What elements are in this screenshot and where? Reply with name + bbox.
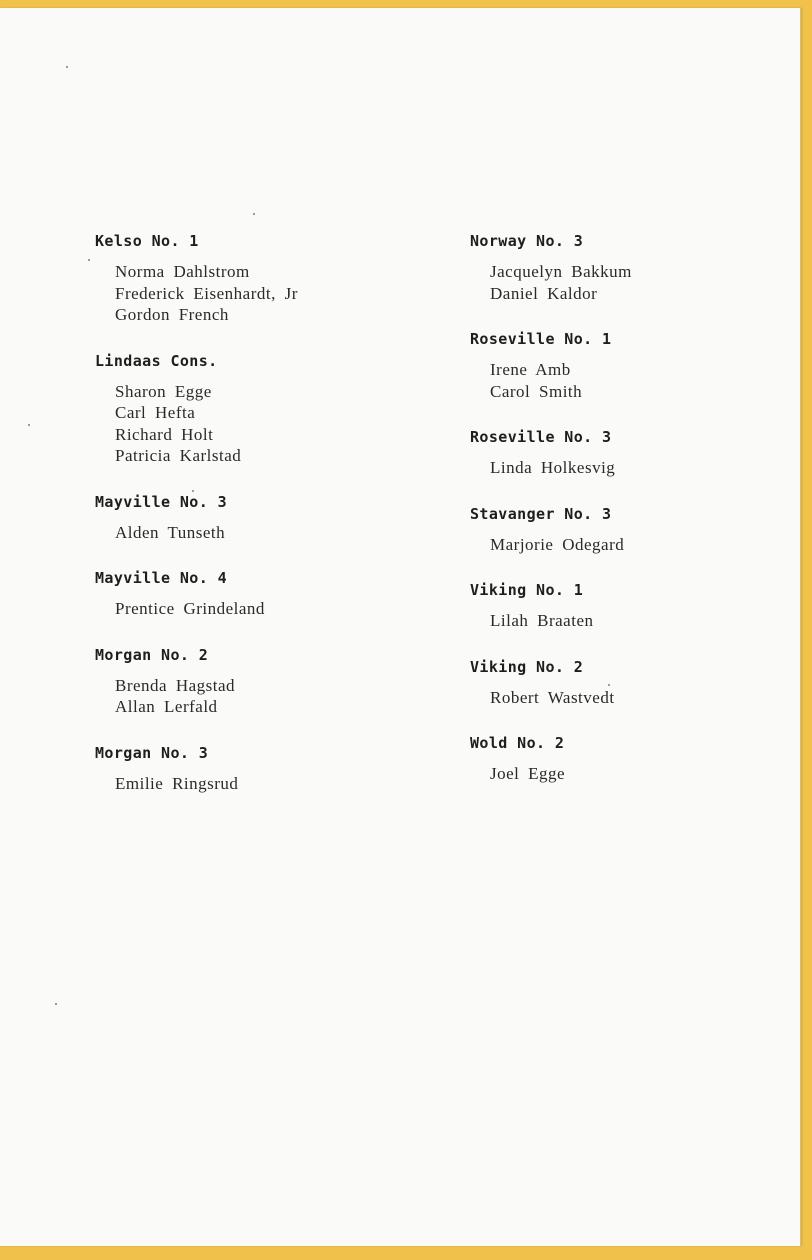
- student-name: Carol Smith: [490, 381, 583, 401]
- ink-speck: [253, 213, 255, 215]
- student-name: Prentice Grindeland: [115, 599, 265, 618]
- school-heading: Roseville No. 3: [470, 428, 612, 446]
- student-name: Frederick Eisenhardt, Jr: [115, 283, 298, 303]
- school-heading: Morgan No. 3: [95, 743, 209, 762]
- student-name: Robert Wastvedt: [490, 687, 615, 707]
- name-list: [95, 675, 298, 718]
- student-name: Gordon French: [115, 305, 229, 324]
- name-list: [470, 534, 632, 556]
- student-name: Irene Amb: [490, 360, 571, 379]
- student-name: Emilie Ringsrud: [115, 773, 239, 793]
- school-heading: Mayville No. 3: [95, 492, 228, 511]
- name-list: [470, 261, 632, 304]
- name-list: [470, 359, 632, 402]
- name-list: [470, 763, 632, 785]
- school-group: [95, 491, 298, 544]
- student-name: Daniel Kaldor: [490, 283, 598, 303]
- name-list: [470, 457, 632, 479]
- school-heading: Viking No. 1: [470, 581, 584, 599]
- school-heading: Roseville No. 1: [470, 330, 612, 348]
- school-group: [95, 644, 298, 718]
- student-name: Jacquelyn Bakkum: [490, 262, 632, 281]
- school-group: [470, 230, 632, 304]
- school-group: [470, 328, 632, 402]
- name-list: [95, 381, 298, 467]
- school-group: [95, 230, 298, 326]
- school-heading: Wold No. 2: [470, 734, 565, 752]
- student-name: Alden Tunseth: [115, 522, 226, 542]
- student-name: Carl Hefta: [115, 403, 196, 422]
- ink-speck: [88, 259, 90, 261]
- name-list: [95, 261, 298, 326]
- school-group: [95, 567, 298, 620]
- student-name: Allan Lerfald: [115, 697, 218, 716]
- school-heading: Kelso No. 1: [95, 232, 199, 250]
- school-group: [470, 732, 632, 785]
- school-heading: Morgan No. 2: [95, 645, 209, 664]
- school-group: [470, 579, 632, 632]
- school-group: [470, 426, 632, 479]
- name-list: [95, 522, 298, 544]
- student-name: Brenda Hagstad: [115, 675, 236, 695]
- school-heading: Stavanger No. 3: [470, 504, 612, 523]
- left-column: [95, 230, 298, 818]
- school-group: [470, 503, 632, 556]
- name-list: [470, 610, 632, 632]
- school-heading: Mayville No. 4: [95, 569, 228, 587]
- student-name: Richard Holt: [115, 424, 214, 444]
- name-list: [470, 687, 632, 709]
- school-group: [470, 656, 632, 709]
- student-name: Linda Holkesvig: [490, 458, 616, 477]
- student-name: Lilah Braaten: [490, 611, 594, 630]
- student-name: Marjorie Odegard: [490, 534, 625, 554]
- document-page: [0, 8, 801, 1246]
- right-column: [470, 230, 632, 809]
- student-name: Patricia Karlstad: [115, 446, 242, 465]
- name-list: [95, 773, 298, 795]
- student-name: Joel Egge: [490, 764, 566, 783]
- school-heading: Lindaas Cons.: [95, 351, 218, 370]
- school-heading: Norway No. 3: [470, 232, 584, 250]
- school-group: [95, 742, 298, 795]
- student-name: Norma Dahlstrom: [115, 262, 250, 281]
- ink-speck: [55, 1003, 57, 1005]
- name-list: [95, 598, 298, 620]
- school-heading: Viking No. 2: [470, 657, 584, 676]
- student-name: Sharon Egge: [115, 381, 212, 401]
- school-group: [95, 350, 298, 467]
- ink-speck: [28, 424, 30, 426]
- ink-speck: [66, 66, 68, 68]
